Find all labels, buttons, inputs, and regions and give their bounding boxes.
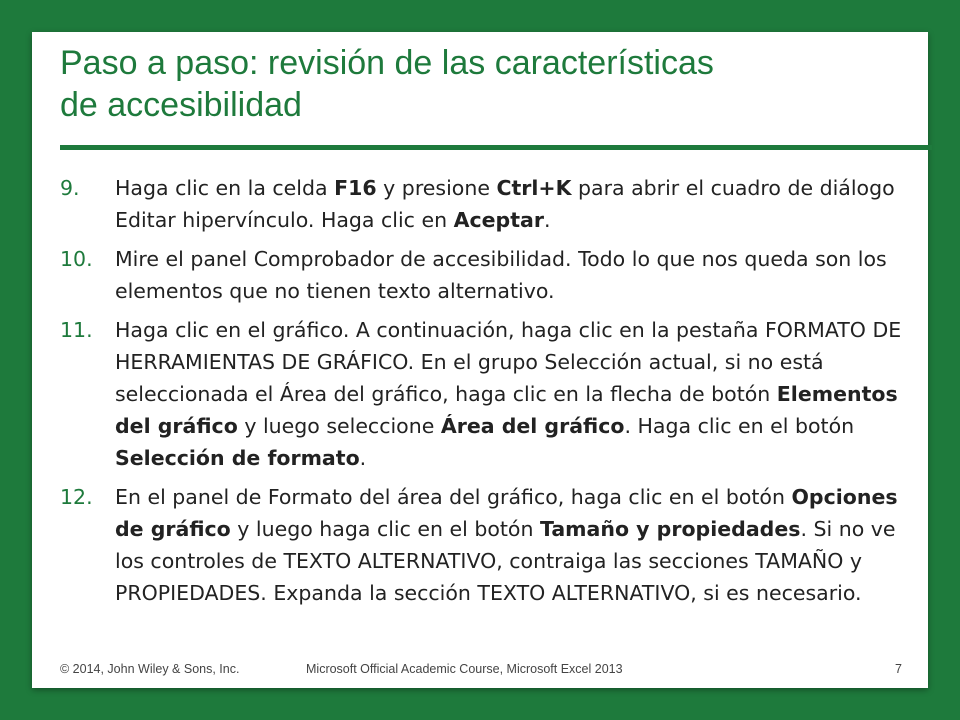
title-divider <box>60 145 932 150</box>
slide-title <box>60 42 910 126</box>
step-text-run: y luego seleccione <box>237 414 441 438</box>
slide <box>32 32 928 688</box>
step-text-run: Mire el panel Comprobador de accesibilidad. Todo lo que nos queda son los elementos que no tienen texto alternativo. <box>115 247 887 303</box>
steps-list <box>60 172 910 616</box>
step-text-bold: F16 <box>334 176 377 200</box>
footer-course: Microsoft Official Academic Course, Microsoft Excel 2013 <box>306 662 623 676</box>
step-text-run: Haga clic en el gráfico. A continuación, haga clic en la pestaña FORMATO DE HERRAMIENTAS DE GRÁFICO. En el grupo Selección actual, si no está seleccionada el Área del gráfico, haga clic en la flecha de botón <box>115 318 902 406</box>
step-text-run: Haga clic en la celda <box>115 176 335 200</box>
step-text <box>115 243 910 307</box>
step-text-bold: Aceptar <box>453 208 544 232</box>
step-text-run: En el panel de Formato del área del gráfico, haga clic en el botón <box>115 485 792 509</box>
step-text-bold: Ctrl+K <box>496 176 572 200</box>
list-item <box>60 172 910 236</box>
step-text-bold: Tamaño y propiedades <box>540 517 801 541</box>
step-number: 9. <box>60 176 80 200</box>
footer-copyright: © 2014, John Wiley & Sons, Inc. <box>60 662 240 676</box>
step-text-run: y luego haga clic en el botón <box>230 517 540 541</box>
step-number: 12. <box>60 485 93 509</box>
step-number: 11. <box>60 318 93 342</box>
list-item <box>60 481 910 609</box>
step-text-run: y presione <box>376 176 497 200</box>
step-text-run: . <box>543 208 551 232</box>
title-line-2: de accesibilidad <box>60 86 302 124</box>
step-text-bold: Elementos del gráfico <box>115 382 898 438</box>
step-text-run: . <box>359 446 367 470</box>
step-text <box>115 314 910 474</box>
step-number: 10. <box>60 247 93 271</box>
list-item <box>60 243 910 307</box>
title-line-1: Paso a paso: revisión de las características <box>60 44 714 82</box>
step-text-bold: Área del gráfico <box>440 414 625 438</box>
footer-page-number: 7 <box>895 662 902 676</box>
step-text-run: . Si no ve los controles de TEXTO ALTERNATIVO, contraiga las secciones TAMAÑO y PROPIEDADES. Expanda la sección TEXTO ALTERNATIVO, si es necesario. <box>115 517 896 605</box>
step-text <box>115 172 910 236</box>
step-text-run: . Haga clic en el botón <box>624 414 855 438</box>
step-text-bold: Selección de formato <box>115 446 360 470</box>
list-item <box>60 314 910 474</box>
step-text <box>115 481 910 609</box>
step-text-bold: Opciones de gráfico <box>115 485 898 541</box>
step-text-run: para abrir el cuadro de diálogo Editar hipervínculo. Haga clic en <box>115 176 895 232</box>
